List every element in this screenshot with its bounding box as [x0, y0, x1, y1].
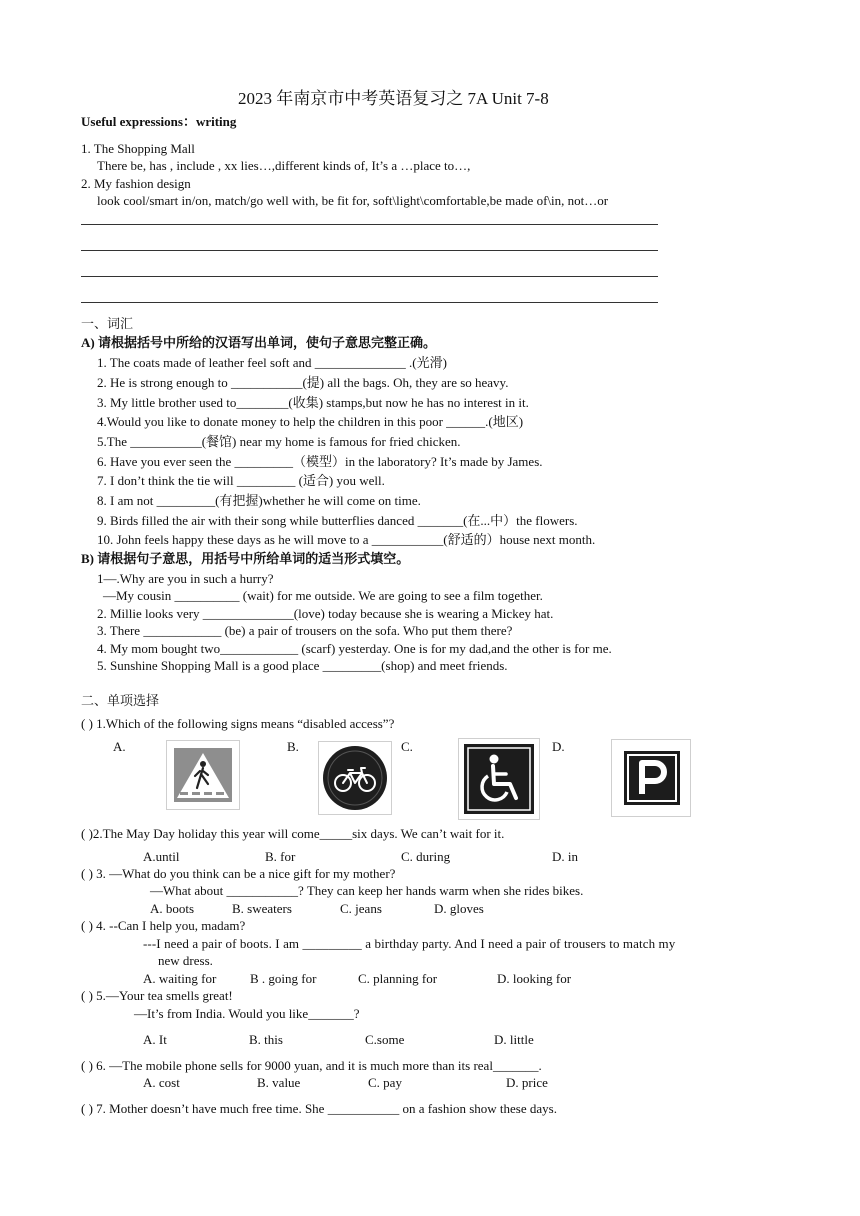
mc-option[interactable]: D. gloves [434, 901, 484, 916]
useful-item2-title: 2. My fashion design [81, 176, 191, 191]
mc-option[interactable]: A. boots [150, 901, 195, 916]
mc-question: ( ) 7. Mother doesn’t have much free time. She ___________ on a fashion show these days. [81, 1101, 557, 1116]
writing-line[interactable] [81, 250, 658, 251]
vocab-a-item: 10. John feels happy these days as he will move to a ___________(舒适的）house next month. [97, 532, 596, 547]
mc-option[interactable]: A.until [143, 849, 180, 864]
useful-item2-text: look cool/smart in/on, match/go well with, be fit for, soft\light\comfortable,be made of\in, not…or [97, 193, 609, 208]
mc-question: ( ) 4. --Can I help you, madam? [81, 918, 246, 933]
vocab-a-item: 6. Have you ever seen the _________（模型）in the laboratory? It’s made by James. [97, 454, 543, 469]
mc-option[interactable]: A. cost [143, 1075, 180, 1090]
writing-line[interactable] [81, 302, 658, 303]
mc-option[interactable]: D. in [552, 849, 578, 864]
vocab-a-item: 9. Birds filled the air with their song while butterflies danced _______(在...中）the flowers. [97, 513, 578, 528]
mc-option[interactable]: B. for [265, 849, 296, 864]
sign-option-label: A. [113, 739, 126, 754]
writing-line[interactable] [81, 224, 658, 225]
mc-question-line: —It’s from India. Would you like_______? [134, 1006, 360, 1021]
vocab-a-item: 8. I am not _________(有把握)whether he will come on time. [97, 493, 421, 508]
parking-icon[interactable] [611, 739, 691, 817]
vocab-b-item: 1—.Why are you in such a hurry? [97, 571, 274, 586]
mc-question: ( )2.The May Day holiday this year will come_____six days. We can’t wait for it. [81, 826, 505, 841]
mc-option[interactable]: C. jeans [340, 901, 382, 916]
mc-option[interactable]: D. looking for [497, 971, 572, 986]
mc-question: ( ) 6. —The mobile phone sells for 9000 yuan, and it is much more than its real_______. [81, 1058, 542, 1073]
vocab-b-item: 4. My mom bought two____________ (scarf) yesterday. One is for my dad,and the other is for me. [97, 641, 612, 656]
mc-option[interactable]: A. It [143, 1032, 167, 1047]
vocab-a-item: 4.Would you like to donate money to help the children in this poor ______.(地区) [97, 414, 524, 429]
mc-option[interactable]: C. pay [368, 1075, 402, 1090]
mc-option[interactable]: D. price [506, 1075, 548, 1090]
mc-heading: 二、单项选择 [81, 693, 160, 708]
writing-line[interactable] [81, 276, 658, 277]
vocab-b-item: 5. Sunshine Shopping Mall is a good place _________(shop) and meet friends. [97, 658, 508, 673]
mc-option[interactable]: D. little [494, 1032, 534, 1047]
vocab-a-item: 3. My little brother used to________(收集) stamps,but now he has no interest in it. [97, 395, 529, 410]
sign-option-label: B. [287, 739, 299, 754]
mc-option[interactable]: B. sweaters [232, 901, 292, 916]
vocab-a-item: 5.The ___________(餐馆) near my home is famous for fried chicken. [97, 434, 461, 449]
mc-question: ( ) 5.—Your tea smells great! [81, 988, 233, 1003]
mc-option[interactable]: C. planning for [358, 971, 438, 986]
mc-option[interactable]: A. waiting for [143, 971, 217, 986]
vocab-b-item: —My cousin __________ (wait) for me outside. We are going to see a film together. [103, 588, 543, 603]
useful-expressions-heading: Useful expressions：writing [81, 114, 237, 129]
pedestrian-crossing-icon[interactable] [166, 740, 240, 810]
sign-option-label: C. [401, 739, 413, 754]
bicycle-icon[interactable] [318, 741, 392, 815]
vocab-part-a-heading: A) 请根据括号中所给的汉语写出单词，使句子意思完整正确。 [81, 335, 436, 350]
mc-option[interactable]: B. this [249, 1032, 283, 1047]
mc-option[interactable]: B . going for [250, 971, 317, 986]
wheelchair-icon[interactable] [458, 738, 540, 820]
vocab-part-b-heading: B) 请根据句子意思，用括号中所给单词的适当形式填空。 [81, 551, 410, 566]
mc-question: ( ) 3. —What do you think can be a nice gift for my mother? [81, 866, 396, 881]
mc-question-line: ---I need a pair of boots. I am _________ a birthday party. And I need a pair of trousers to match my [143, 936, 676, 951]
mc-question-line: —What about ___________? They can keep her hands warm when she rides bikes. [150, 883, 584, 898]
useful-item1-title: 1. The Shopping Mall [81, 141, 195, 156]
mc-question-line: new dress. [158, 953, 213, 968]
mc-option[interactable]: C.some [365, 1032, 405, 1047]
page-title: 2023 年南京市中考英语复习之 7A Unit 7-8 [238, 89, 549, 108]
vocab-b-item: 3. There ____________ (be) a pair of trousers on the sofa. Who put them there? [97, 623, 513, 638]
mc-option[interactable]: B. value [257, 1075, 301, 1090]
vocab-a-item: 1. The coats made of leather feel soft and ______________ .(光滑) [97, 355, 447, 370]
vocab-a-item: 2. He is strong enough to ___________(提) all the bags. Oh, they are so heavy. [97, 375, 509, 390]
vocab-a-item: 7. I don’t think the tie will _________ (适合) you well. [97, 473, 385, 488]
vocab-heading: 一、词汇 [81, 316, 134, 331]
sign-option-label: D. [552, 739, 565, 754]
mc-option[interactable]: C. during [401, 849, 451, 864]
vocab-b-item: 2. Millie looks very ______________(love) today because she is wearing a Mickey hat. [97, 606, 554, 621]
mc-question: ( ) 1.Which of the following signs means “disabled access”? [81, 716, 395, 731]
useful-item1-text: There be, has , include , xx lies…,different kinds of, It’s a …place to…, [97, 158, 471, 173]
